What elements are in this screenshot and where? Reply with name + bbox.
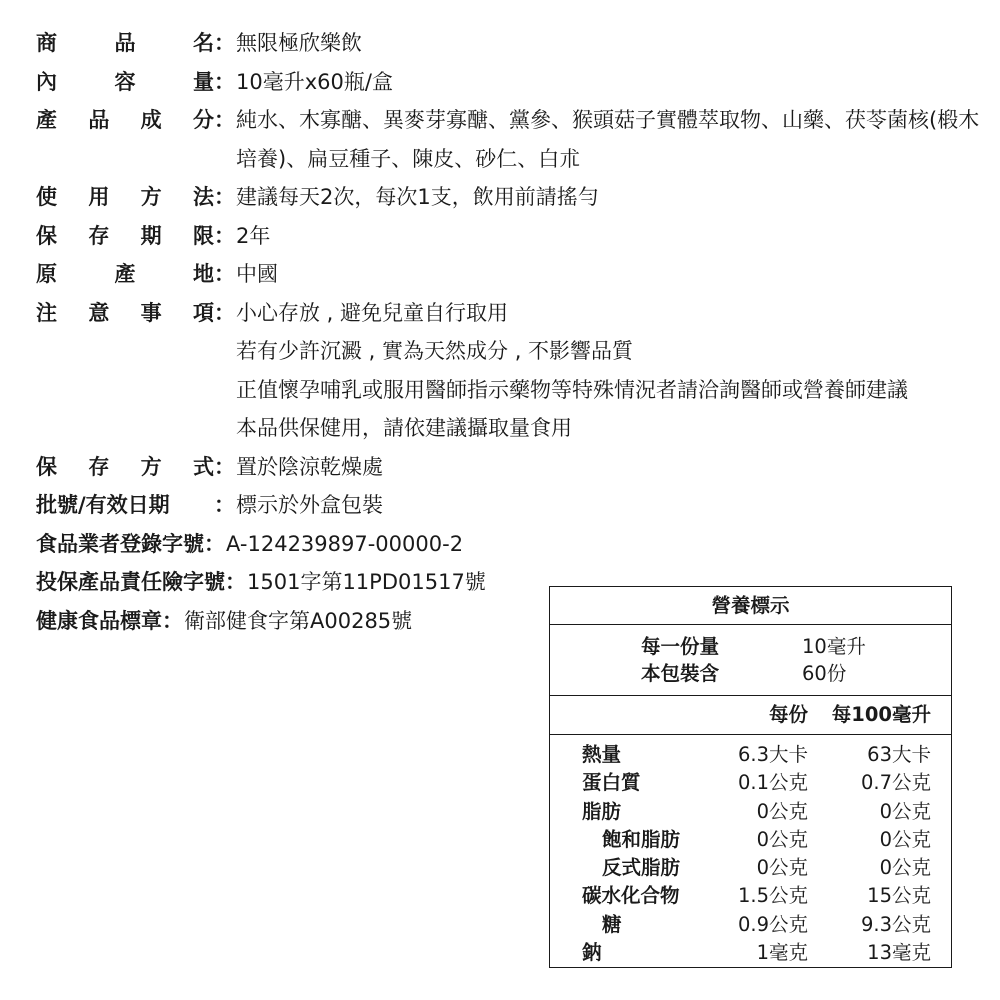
nutrient-row-fat — [550, 798, 951, 826]
registration-row-food-business — [36, 525, 976, 564]
serving-size-row — [550, 633, 951, 661]
nutrient-per-100ml: 9.3公克 — [860, 912, 931, 936]
nutrient-per-100ml: 0公克 — [879, 856, 931, 880]
info-value: 置於陰涼乾燥處 — [236, 454, 383, 479]
nutrient-name: 脂肪 — [582, 799, 622, 823]
registration-value: A-124239897-00000-2 — [226, 531, 464, 556]
registration-label: 健康食品標章 — [36, 608, 162, 633]
serving-size-value: 10毫升 — [802, 635, 866, 658]
info-label: 保 存 方 式 — [36, 454, 214, 479]
nutrition-body — [550, 735, 951, 967]
info-label: 批號/有效日期 — [36, 493, 170, 517]
info-label: 內 容 量 — [36, 69, 214, 94]
info-value: 標示於外盒包裝 — [236, 493, 383, 517]
info-value: 無限極欣樂飲 — [236, 31, 362, 55]
info-row-contents — [36, 63, 976, 102]
nutrient-per-100ml: 13毫克 — [867, 941, 931, 965]
nutrient-per-100ml: 15公克 — [867, 884, 931, 908]
nutrient-name: 碳水化合物 — [582, 884, 680, 908]
nutrient-row-sugar — [550, 911, 951, 939]
per-serving-header: 每份 — [768, 703, 808, 726]
nutrient-row-trans-fat — [550, 854, 951, 882]
info-row-batch — [36, 486, 976, 525]
colon: ： — [214, 108, 235, 132]
colon: ： — [214, 223, 235, 248]
servings-per-package-row — [550, 660, 951, 688]
info-label: 注 意 事 項 — [36, 300, 214, 325]
serving-size-label: 每一份量 — [640, 635, 719, 658]
info-value: 2年 — [236, 223, 271, 248]
nutrient-per-100ml: 63大卡 — [867, 743, 931, 766]
nutrition-header-row — [550, 696, 951, 735]
info-row-name — [36, 24, 976, 63]
nutrient-name: 蛋白質 — [582, 771, 641, 795]
nutrient-per-serving: 0公克 — [756, 827, 808, 851]
colon: ： — [214, 31, 235, 55]
info-value: 10毫升x60瓶/盒 — [236, 69, 393, 94]
colon: ： — [225, 570, 246, 594]
info-row-ingredients — [36, 101, 980, 178]
colon: ： — [214, 493, 235, 517]
product-info — [36, 24, 980, 640]
nutrition-serving-section — [550, 625, 951, 696]
nutrient-name: 反式脂肪 — [602, 856, 681, 880]
info-row-notes — [36, 294, 976, 448]
info-label: 商 品 名 — [36, 31, 214, 55]
nutrition-title: 營養標示 — [550, 587, 951, 625]
colon: ： — [204, 531, 225, 556]
info-label: 使 用 方 法 — [36, 185, 214, 209]
info-label: 產 品 成 分 — [36, 108, 214, 132]
info-value: 小心存放 , 避免兒童自行取用 若有少許沉澱 , 實為天然成分 , 不影響品質 正值懷孕哺乳或服用醫師指示藥物等特殊情況者請洽詢醫師或營養師建議 本品供保健用，請依建議攝取量食用 — [236, 300, 908, 440]
nutrient-per-serving: 1毫克 — [756, 941, 808, 965]
servings-per-package-label: 本包裝含 — [640, 662, 719, 685]
nutrient-row-energy — [550, 741, 951, 769]
info-value: 建議每天2次，每次1支，飲用前請搖勻 — [236, 185, 599, 209]
registration-label: 食品業者登錄字號 — [36, 531, 204, 556]
nutrient-name: 熱量 — [582, 743, 622, 766]
info-row-usage — [36, 178, 976, 217]
registration-value: 衛部健食字第A00285號 — [184, 608, 413, 633]
nutrient-name: 糖 — [602, 912, 622, 936]
info-row-shelf-life — [36, 217, 976, 256]
info-row-origin — [36, 255, 976, 294]
nutrient-row-sodium — [550, 939, 951, 967]
nutrient-name: 鈉 — [582, 941, 602, 965]
registration-label: 投保產品責任險字號 — [36, 570, 225, 594]
nutrient-per-100ml: 0.7公克 — [860, 771, 931, 795]
colon: ： — [214, 69, 235, 94]
nutrient-per-serving: 6.3大卡 — [737, 743, 808, 766]
nutrient-per-serving: 0公克 — [756, 799, 808, 823]
info-value: 純水、木寡醣、異麥芽寡醣、黨參、猴頭菇子實體萃取物、山藥、茯苓菌核(椴木 培養)、扁豆種子、陳皮、砂仁、白朮 — [236, 108, 980, 171]
colon: ： — [162, 608, 183, 633]
nutrition-facts-table — [549, 586, 952, 968]
info-label: 原 產 地 — [36, 262, 214, 286]
nutrient-row-saturated-fat — [550, 826, 951, 854]
colon: ： — [214, 454, 235, 479]
servings-per-package-value: 60份 — [802, 662, 847, 685]
colon: ： — [214, 185, 235, 209]
info-value: 中國 — [236, 262, 278, 286]
per-100ml-header: 每100毫升 — [831, 703, 931, 726]
nutrient-per-serving: 0公克 — [756, 856, 808, 880]
nutrient-per-serving: 0.9公克 — [737, 912, 808, 936]
nutrient-row-carbohydrate — [550, 882, 951, 910]
nutrient-per-100ml: 0公克 — [879, 827, 931, 851]
info-label: 保 存 期 限 — [36, 223, 214, 248]
info-row-storage — [36, 448, 976, 487]
registration-value: 1501字第11PD01517號 — [247, 570, 486, 594]
nutrient-per-serving: 1.5公克 — [737, 884, 808, 908]
nutrient-per-100ml: 0公克 — [879, 799, 931, 823]
colon: ： — [214, 300, 235, 325]
nutrient-row-protein — [550, 769, 951, 797]
nutrient-per-serving: 0.1公克 — [737, 771, 808, 795]
nutrient-name: 飽和脂肪 — [602, 827, 681, 851]
colon: ： — [214, 262, 235, 286]
